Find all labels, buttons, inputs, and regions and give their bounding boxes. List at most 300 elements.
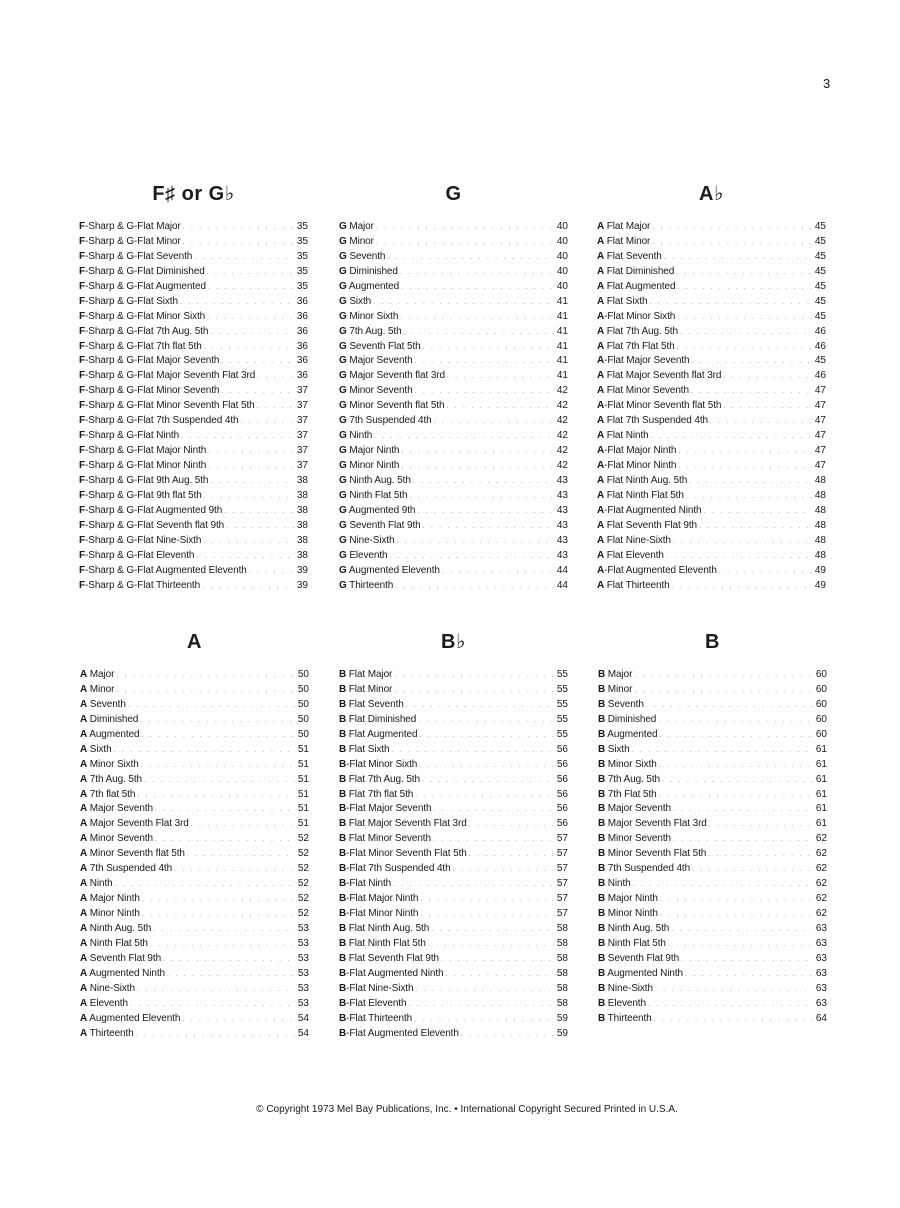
page-ref: 37 [296,445,308,457]
chord-quality: Eleventh [87,997,128,1009]
chord-list [339,220,568,593]
page-ref: 43 [556,489,568,501]
dot-leader [441,953,554,968]
chord-name [80,832,153,847]
chord-root-letter: F [79,579,86,591]
chord-row [80,713,309,728]
chord-name [598,698,644,713]
chord-quality: Seventh [605,698,644,710]
chord-quality: Minor Seventh Flat 5th [605,848,707,860]
page-ref: 58 [556,952,568,964]
chord-root-letter: A [80,967,88,979]
page-ref: 60 [815,683,827,695]
dot-leader [142,729,296,744]
page-ref: 48 [814,474,826,486]
key-heading: A♭ [699,183,724,205]
chord-row [79,429,308,444]
chord-root-letter: A [597,310,605,322]
chord-list [339,668,568,1041]
chord-row [598,802,827,817]
chord-row [598,937,827,952]
chord-name [79,295,178,310]
chord-row [79,399,308,414]
dot-leader [128,699,295,714]
chord-row [339,982,568,997]
page-ref: 60 [815,698,827,710]
page-ref: 63 [815,982,827,994]
chord-quality: Seventh Flat 9th [346,519,421,531]
page-ref: 63 [815,997,827,1009]
dot-leader [423,520,554,535]
chord-quality: -Sharp & G-Flat Minor Seventh Flat 5th [85,400,255,412]
dot-leader [240,415,294,430]
dot-leader [208,281,294,296]
chord-root-letter: G [339,504,347,516]
page-ref: 50 [297,669,309,680]
chord-name [339,325,402,340]
dot-leader [210,326,294,341]
chord-name [79,220,181,235]
chord-quality: -Flat Minor Ninth [346,908,419,919]
chord-quality: Major Seventh flat 3rd [346,370,445,382]
chord-quality: Flat Diminished [346,713,417,725]
chord-row [80,907,309,922]
page-ref: 45 [814,280,826,292]
page-ref: 41 [556,295,568,307]
chord-row [597,519,826,534]
chord-name [597,474,687,489]
chord-quality: -Flat Augmented Eleventh [604,564,717,576]
page-ref: 40 [556,235,568,247]
chord-name [339,519,421,534]
page-ref: 55 [556,669,568,680]
key-section-g [339,181,568,593]
chord-quality: -Sharp & G-Flat Major Seventh Flat 3rd [85,370,256,382]
page-ref: 40 [556,280,568,292]
chord-name [339,802,431,817]
chord-root-letter: A [80,803,88,815]
chord-quality: Minor Ninth [605,908,658,919]
chord-name [79,354,219,369]
chord-name [80,698,126,713]
chord-row [339,937,568,952]
dot-leader [415,385,554,400]
chord-row [79,295,308,310]
dot-leader [183,221,294,236]
chord-name [597,399,721,414]
page-ref: 52 [297,878,309,890]
chord-row [339,519,568,534]
page-ref: 44 [556,579,568,591]
chord-quality: Flat Seventh [346,698,404,710]
chord-row [80,802,309,817]
chord-quality: Flat Ninth Flat 5th [604,489,684,501]
chord-row [339,967,568,982]
dot-leader [710,415,812,430]
chord-row [80,668,309,683]
page-ref: 58 [556,937,568,949]
page-ref: 47 [814,445,826,457]
page-ref: 48 [814,549,826,561]
chord-name [339,817,467,832]
chord-name [80,773,142,788]
chord-root-letter: F [79,534,86,546]
dot-leader [150,938,295,953]
chord-quality: Diminished [87,713,139,725]
chord-quality: Flat Augmented [346,728,418,740]
page-ref: 56 [556,788,568,800]
chord-root-letter: F [79,460,86,471]
chord-name [339,773,420,788]
chord-row [597,534,826,549]
key-section-b-flat [339,629,568,1041]
page-ref: 50 [297,683,309,695]
chord-root-letter: A [597,250,605,262]
chord-name [80,847,185,862]
page-ref: 45 [814,221,826,232]
dot-leader [376,221,554,236]
chord-quality: Major [87,669,115,680]
chord-name [598,997,646,1012]
chord-root-letter: A [597,370,605,382]
chord-quality: -Sharp & G-Flat Eleventh [85,549,195,561]
chord-quality: -Sharp & G-Flat 9th flat 5th [85,489,202,501]
chord-quality: -Sharp & G-Flat Minor Sixth [85,310,206,322]
chord-root-letter: G [339,415,347,427]
chord-row [79,519,308,534]
chord-row [339,713,568,728]
chord-row [79,354,308,369]
chord-quality: Major [346,221,374,232]
chord-name [339,265,398,280]
chord-name [339,832,431,847]
chord-root-letter: G [339,340,347,352]
chord-name [339,414,432,429]
dot-leader [208,445,294,460]
page-ref: 57 [556,908,568,919]
chord-root-letter: A [597,534,605,546]
chord-root-letter: B [339,1012,347,1024]
dot-leader [376,236,554,251]
chord-root-letter: A [80,863,88,875]
chord-row [598,952,827,967]
page-ref: 52 [297,908,309,919]
page-ref: 53 [297,922,309,934]
page-ref: 51 [297,818,309,830]
dot-leader [408,998,554,1013]
page-ref: 47 [814,430,826,442]
chord-root-letter: B [339,863,347,875]
dot-leader [634,684,813,699]
chord-quality: Major Ninth [346,445,400,457]
chord-name [80,1027,134,1042]
chord-name [80,683,114,698]
chord-row [339,579,568,594]
chord-quality: Augmented Ninth [87,967,166,979]
chord-root-letter: A [597,489,605,501]
page-ref: 55 [556,698,568,710]
chord-name [339,683,392,698]
dot-leader [632,744,813,759]
chord-row [339,862,568,877]
chord-row [597,340,826,355]
key-heading: F♯ or G♭ [152,183,235,205]
chord-row [598,758,827,773]
chord-quality: -Flat Nine-Sixth [346,982,414,994]
chord-name [80,997,128,1012]
chord-row [79,265,308,280]
chord-name [80,728,140,743]
dot-leader [400,311,554,326]
page-ref: 51 [297,788,309,800]
dot-leader [655,983,813,998]
chord-quality: Minor [87,683,115,695]
chord-root-letter: B [339,773,347,785]
dot-leader [401,445,554,460]
chord-root-letter: F [79,280,86,292]
chord-root-letter: F [79,355,86,367]
chord-row [339,997,568,1012]
chord-root-letter: B [598,848,606,860]
page-ref: 43 [556,504,568,516]
chord-row [339,489,568,504]
chord-row [339,773,568,788]
dot-leader [140,714,295,729]
dot-leader [648,998,813,1013]
chord-root-letter: G [339,579,347,591]
page-ref: 56 [556,758,568,770]
chord-name [339,235,374,250]
dot-leader [651,430,812,445]
chord-name [598,982,653,997]
dot-leader [678,460,812,475]
chord-row [339,847,568,862]
chord-root-letter: A [80,669,88,680]
chord-name [339,1027,459,1042]
chord-quality: Flat Seventh [604,250,662,262]
chord-quality: -Sharp & G-Flat Ninth [85,430,180,442]
chord-list [80,668,309,1041]
chord-row [339,907,568,922]
page-ref: 48 [814,489,826,501]
chord-name [80,892,140,907]
chord-quality: Ninth Flat 5th [87,937,148,949]
dot-leader [420,908,554,923]
chord-row [339,788,568,803]
chord-root-letter: G [339,489,347,501]
chord-row [597,235,826,250]
chord-name [597,549,664,564]
chord-quality: -Sharp & G-Flat 7th Suspended 4th [85,415,239,427]
chord-quality: -Flat Minor Sixth [604,310,676,322]
chord-row [339,399,568,414]
dot-leader [422,774,554,789]
chord-name [80,743,112,758]
dot-leader [723,370,812,385]
chord-row [598,817,827,832]
page-ref: 61 [815,803,827,815]
dot-leader [115,878,295,893]
dot-leader [658,714,813,729]
page-ref: 36 [296,355,308,367]
dot-leader [423,341,554,356]
chord-quality: Flat Nine-Sixth [604,534,671,546]
dot-leader [415,983,554,998]
chord-row [80,788,309,803]
chord-name [598,668,632,683]
chord-root-letter: A [597,519,605,531]
chord-row [339,235,568,250]
chord-quality: Major Ninth [605,893,658,905]
chord-row [80,892,309,907]
page-ref: 47 [814,460,826,471]
dot-leader [137,789,295,804]
chord-row [597,504,826,519]
chord-name [339,967,444,982]
chord-row [339,832,568,847]
chord-name [79,549,194,564]
chord-name [597,325,678,340]
chord-row [597,489,826,504]
dot-leader [167,968,295,983]
chord-quality: Sixth [346,295,372,307]
page-ref: 59 [556,1027,568,1039]
dot-leader [649,296,812,311]
dot-leader [182,1013,295,1028]
chord-row [79,369,308,384]
chord-root-letter: A [80,833,88,845]
chord-name [339,743,389,758]
chord-row [598,743,827,758]
chord-quality: Major Seventh Flat 3rd [87,818,189,830]
chord-root-letter: A [80,922,88,934]
chord-root-letter: B [598,997,606,1009]
page-ref: 36 [296,340,308,352]
chord-root-letter: F [79,265,86,277]
chord-quality: Minor [346,235,374,247]
chord-name [79,310,205,325]
chord-root-letter: B [598,863,606,875]
chord-quality: -Sharp & G-Flat Major Ninth [85,445,207,457]
chord-root-letter: B [598,833,606,845]
chord-row [79,579,308,594]
page-ref: 61 [815,758,827,770]
chord-quality: Minor Seventh [87,833,153,845]
chord-row [339,369,568,384]
chord-name [80,952,161,967]
page-ref: 44 [556,564,568,576]
chord-quality: Ninth Flat 5th [346,489,408,501]
page-ref: 38 [296,534,308,546]
chord-row [79,444,308,459]
page-ref: 38 [296,519,308,531]
chord-root-letter: B [598,893,606,905]
chord-root-letter: B [339,758,347,770]
chord-row [79,220,308,235]
dot-leader [659,789,813,804]
chord-quality: Ninth [605,878,631,890]
chord-root-letter: F [79,370,86,382]
chord-quality: -Sharp & G-Flat Seventh [85,250,193,262]
chord-name [597,280,675,295]
page-ref: 56 [556,773,568,785]
chord-quality: Augmented 9th [346,504,416,516]
chord-root-letter: B [598,1012,606,1024]
chord-name [598,1012,652,1027]
chord-name [598,907,658,922]
page-ref: 52 [297,848,309,860]
chord-row [339,325,568,340]
chord-quality: Ninth [346,430,373,442]
dot-leader [203,535,294,550]
chord-quality: Ninth Aug. 5th [346,474,411,486]
chord-quality: Flat Major Seventh Flat 3rd [346,818,467,830]
page-ref: 36 [296,295,308,307]
chord-root-letter: A [80,773,88,785]
chord-root-letter: G [339,355,347,367]
chord-name [597,414,708,429]
chord-root-letter: A [597,340,605,352]
chord-row [79,564,308,579]
chord-quality: Flat Seventh Flat 9th [604,519,697,531]
dot-leader [202,580,294,595]
chord-quality: Flat Minor [604,235,651,247]
chord-name [339,250,385,265]
chord-name [597,429,649,444]
chord-root-letter: A [80,818,88,830]
chord-row [80,847,309,862]
chord-quality: Minor Seventh [346,385,413,397]
chord-row [79,459,308,474]
chord-name [80,1012,180,1027]
chord-row [339,758,568,773]
chord-row [79,549,308,564]
chord-root-letter: B [598,908,606,919]
chord-row [339,683,568,698]
chord-root-letter: B [339,922,347,934]
chord-quality: Flat Ninth [604,430,649,442]
dot-leader [677,281,812,296]
page-ref: 54 [297,1012,309,1024]
chord-name [339,534,395,549]
chord-name [80,862,172,877]
chord-root-letter: G [339,250,347,262]
page-ref: 47 [814,385,826,397]
chord-row [597,325,826,340]
chord-name [79,459,206,474]
chord-name [598,937,666,952]
chord-root-letter: B [598,758,606,770]
chord-name [598,862,690,877]
dot-leader [677,341,812,356]
key-section-b [598,629,827,1027]
dot-leader [389,550,554,565]
chord-root-letter: A [80,982,88,994]
chord-quality: Major [605,669,633,680]
chord-name [339,862,451,877]
dot-leader [654,1013,813,1028]
chord-quality: -Flat Augmented Ninth [604,504,702,516]
chord-root-letter: F [79,221,86,232]
dot-leader [419,759,554,774]
dot-leader [221,385,294,400]
dot-leader [719,565,812,580]
page-ref: 57 [556,893,568,905]
chord-name [339,429,372,444]
dot-leader [673,535,812,550]
dot-leader [678,445,812,460]
chord-row [597,220,826,235]
